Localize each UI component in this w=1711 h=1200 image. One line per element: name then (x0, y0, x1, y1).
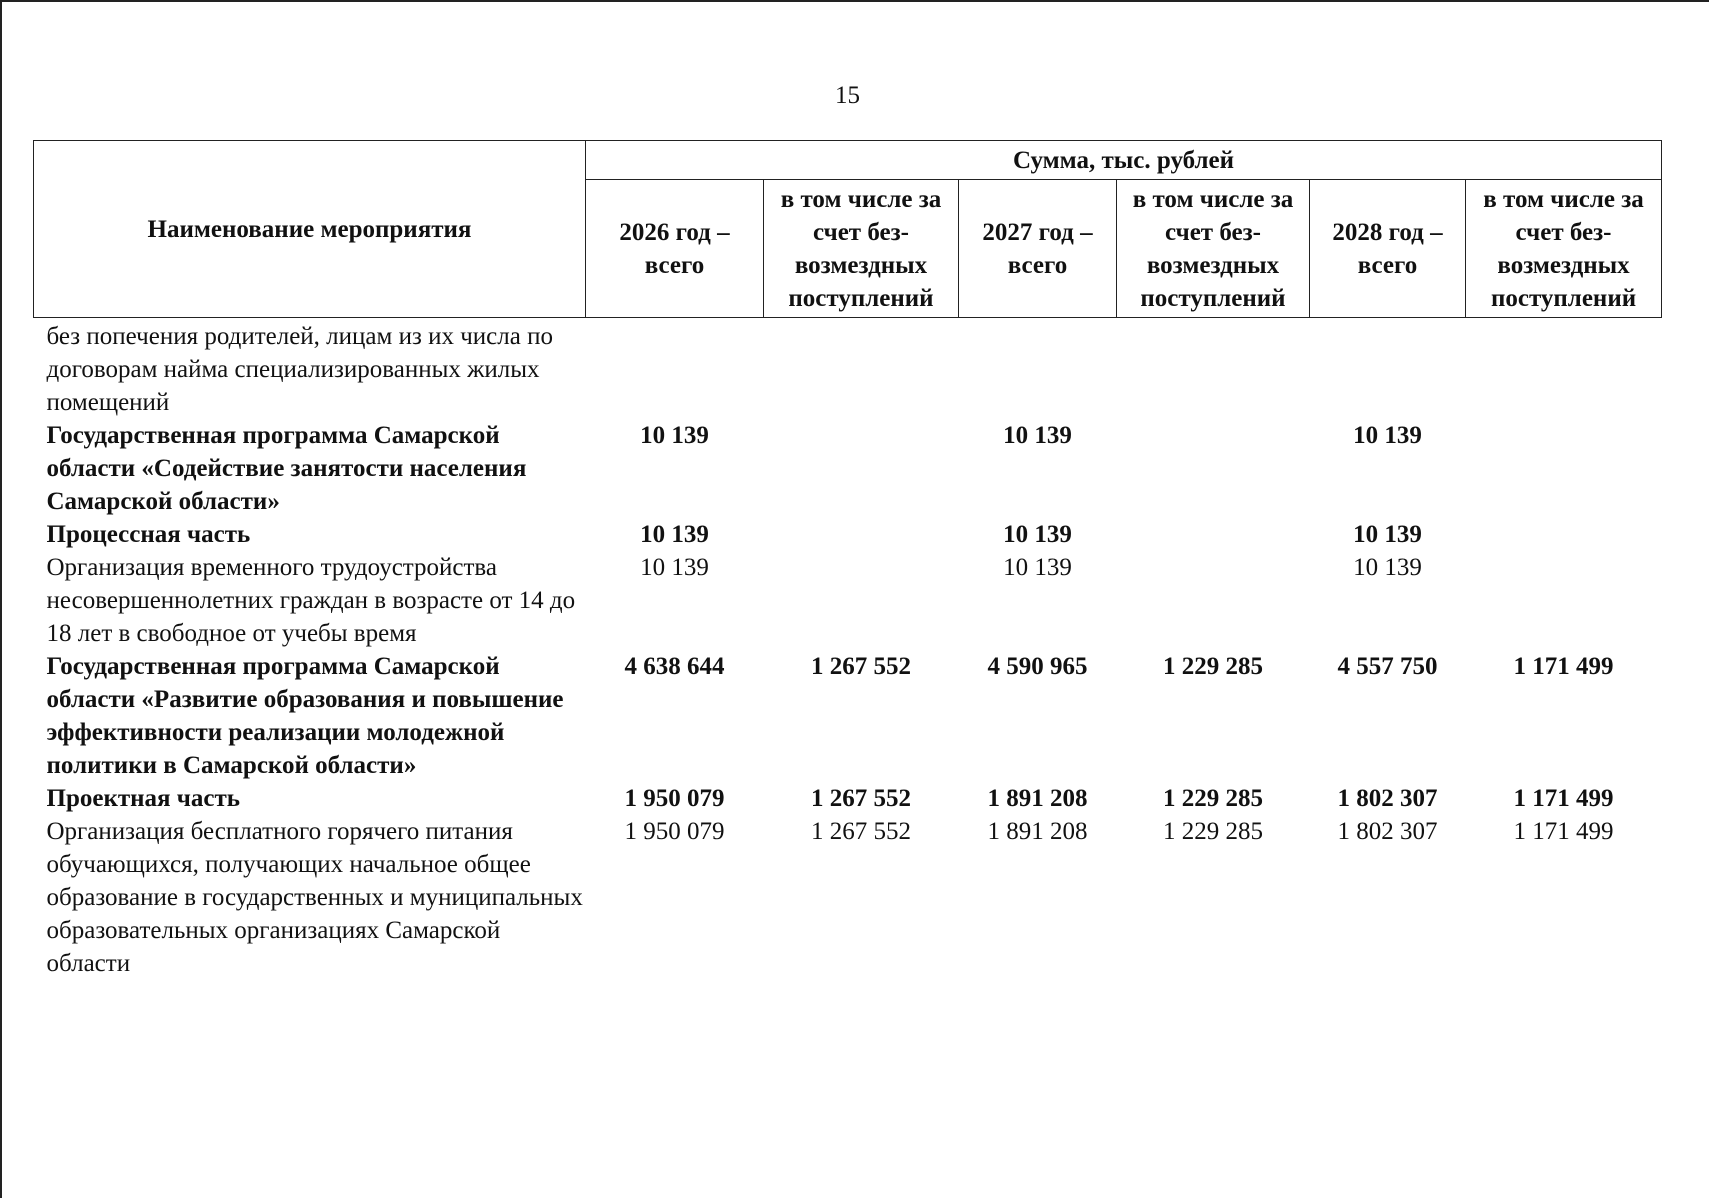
header-2028-total: 2028 год – всего (1310, 180, 1466, 318)
row-value-cell (959, 318, 1117, 420)
table-row (34, 419, 1662, 518)
row-value-cell (764, 419, 959, 518)
table-header (34, 141, 1662, 318)
row-value-cell: 1 802 307 (1337, 785, 1438, 812)
header-sum-column: Сумма, тыс. рублей (586, 141, 1662, 180)
header-2027-grants: в том числе за счет без-возмездных поступлений (1117, 180, 1310, 318)
row-value-cell (764, 318, 959, 420)
row-value-cell: 1 267 552 (811, 653, 911, 680)
row-value-cell (586, 318, 764, 420)
row-value-cell: 4 638 644 (624, 653, 725, 680)
row-name-cell: Организация бесплатного горячего питания обучающихся, получающих начальное общее образование в государственных и муниципальных образовательных организациях Самарской области (46, 818, 583, 977)
row-value-cell (1117, 318, 1310, 420)
table-row (34, 815, 1662, 980)
row-value-cell (1466, 551, 1662, 650)
row-value-cell: 4 590 965 (987, 653, 1088, 680)
row-value-cell: 10 139 (1353, 554, 1422, 581)
row-name-cell: Государственная программа Самарской области «Содействие занятости населения Самарской области» (46, 422, 527, 515)
header-2026-total: 2026 год – всего (586, 180, 764, 318)
row-value-cell: 10 139 (640, 422, 709, 449)
row-value-cell (1466, 518, 1662, 551)
row-value-cell: 1 267 552 (811, 818, 911, 845)
row-name-cell: Процессная часть (46, 521, 251, 548)
row-value-cell: 10 139 (1003, 521, 1072, 548)
row-value-cell (1117, 551, 1310, 650)
row-value-cell (1466, 318, 1662, 420)
row-value-cell: 1 950 079 (624, 818, 725, 845)
row-value-cell (1117, 518, 1310, 551)
page-number: 15 (835, 82, 860, 109)
table-row (34, 551, 1662, 650)
row-value-cell: 1 229 285 (1163, 818, 1263, 845)
row-value-cell (1117, 419, 1310, 518)
row-value-cell: 1 171 499 (1513, 653, 1614, 680)
row-value-cell (764, 551, 959, 650)
table-row (34, 518, 1662, 551)
row-name-cell: Проектная часть (46, 785, 241, 812)
row-value-cell: 1 171 499 (1513, 818, 1614, 845)
header-2028-grants: в том числе за счет без-возмездных поступлений (1466, 180, 1662, 318)
row-value-cell: 10 139 (1353, 422, 1422, 449)
row-value-cell: 1 891 208 (987, 818, 1088, 845)
table-row (34, 782, 1662, 815)
row-value-cell: 10 139 (1003, 422, 1072, 449)
row-value-cell: 1 171 499 (1513, 785, 1614, 812)
row-name-cell: без попечения родителей, лицам из их числа по договорам найма специализированных жилых помещений (46, 323, 553, 416)
row-value-cell: 10 139 (640, 521, 709, 548)
row-value-cell: 1 950 079 (624, 785, 725, 812)
row-value-cell: 1 891 208 (987, 785, 1088, 812)
row-value-cell: 1 229 285 (1163, 653, 1263, 680)
row-value-cell (1466, 419, 1662, 518)
row-value-cell: 4 557 750 (1337, 653, 1438, 680)
table-row (34, 650, 1662, 782)
row-value-cell: 1 802 307 (1337, 818, 1438, 845)
header-2026-grants: в том числе за счет без-возмездных поступлений (764, 180, 959, 318)
budget-table (33, 140, 1662, 980)
row-value-cell: 10 139 (1003, 554, 1072, 581)
row-name-cell: Организация временного трудоустройства несовершеннолетних граждан в возрасте от 14 до 18 лет в свободное от учебы время (46, 554, 576, 647)
header-name-column: Наименование мероприятия (34, 141, 586, 318)
row-value-cell: 10 139 (1353, 521, 1422, 548)
row-value-cell (764, 518, 959, 551)
row-value-cell: 1 267 552 (811, 785, 911, 812)
row-value-cell: 1 229 285 (1163, 785, 1263, 812)
table-row (34, 318, 1662, 420)
header-2027-total: 2027 год – всего (959, 180, 1117, 318)
table-body (34, 318, 1662, 981)
row-value-cell: 10 139 (640, 554, 709, 581)
row-value-cell (1310, 318, 1466, 420)
row-name-cell: Государственная программа Самарской области «Развитие образования и повышение эффективности реализации молодежной политики в Самарской области» (46, 653, 564, 779)
